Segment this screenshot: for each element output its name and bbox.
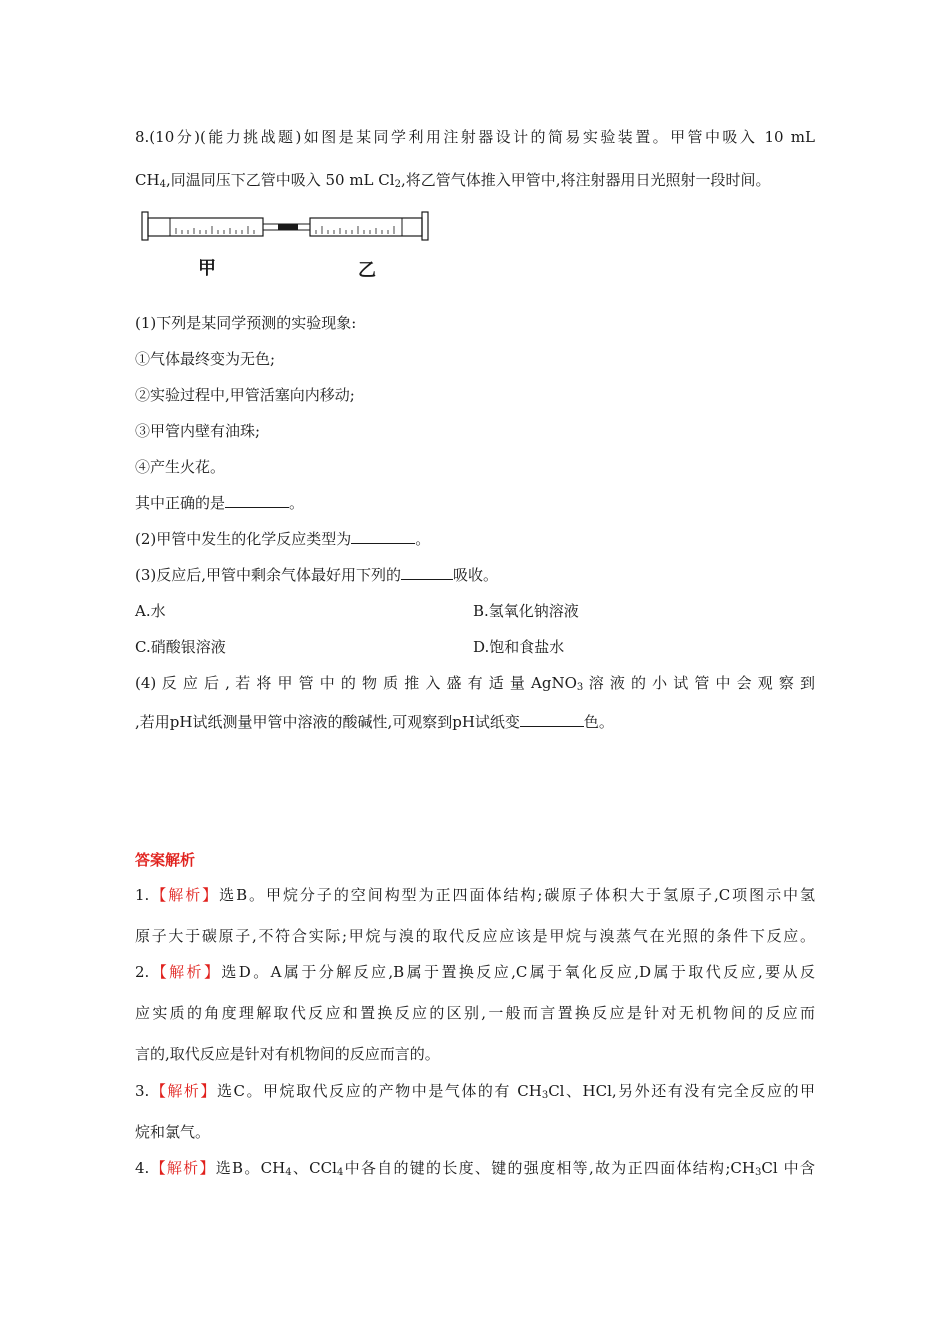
option-a: A.水 — [135, 602, 166, 620]
part-3: (3)反应后,甲管中剩余气体最好用下列的 吸收。 — [135, 566, 499, 584]
label-jia: 甲 — [198, 258, 216, 279]
question-8-line-2: $CH_4$,同温同压下乙管中吸入 50 mL $Cl_2$,将乙管气体推入甲管中,将注射器用日光照射一段时间。 — [135, 171, 771, 190]
answer-blank[interactable] — [520, 712, 584, 727]
answer-3-line-1: 3.【解析】选C。甲烷取代反应的产物中是气体的有 $CH_3Cl$、HCl,另外还有没有完全反应的甲 — [135, 1082, 815, 1101]
answer-2-line-3: 言的,取代反应是针对有机物间的反应而言的。 — [135, 1045, 440, 1063]
question-8-line-1: 8.(10分)(能力挑战题)如图是某同学利用注射器设计的简易实验装置。甲管中吸入 10 mL — [135, 128, 815, 146]
options-row-1 — [135, 601, 815, 621]
prediction-item-4: ④产生火花。 — [135, 458, 226, 476]
part-2: (2)甲管中发生的化学反应类型为 。 — [135, 530, 431, 548]
yi-scale-ticks — [316, 226, 394, 234]
answers-heading: 答案解析 — [135, 851, 196, 869]
part-4-line-1: (4) 反 应 后 , 若 将 甲 管 中 的 物 质 推 入 盛 有 适 量 AgNO$_3$ 溶 液 的 小 试 管 中 会 观 察 到 — [135, 674, 816, 693]
answer-blank[interactable] — [225, 493, 289, 508]
valve-icon — [278, 224, 298, 230]
label-yi: 乙 — [358, 260, 376, 281]
answer-2-line-2: 应实质的角度理解取代反应和置换反应的区别,一般而言置换反应是针对无机物间的反应而 — [135, 1004, 815, 1022]
answer-blank[interactable] — [351, 529, 415, 544]
part-1-intro: (1)下列是某同学预测的实验现象: — [135, 314, 357, 332]
option-b: B.氢氧化钠溶液 — [473, 602, 579, 620]
jia-scale-ticks — [176, 226, 254, 234]
answer-2-line-1: 2.【解析】选D。A属于分解反应,B属于置换反应,C属于氧化反应,D属于取代反应,要从反 — [135, 963, 815, 981]
option-c: C.硝酸银溶液 — [135, 638, 226, 656]
options-row-2 — [135, 637, 815, 657]
jia-barrel — [148, 218, 263, 236]
part-1-answer-line: 其中正确的是 。 — [135, 494, 305, 512]
answer-1-line-1: 1.【解析】选B。甲烷分子的空间构型为正四面体结构;碳原子体积大于氢原子,C项图示中氢 — [135, 886, 815, 904]
prediction-item-2: ②实验过程中,甲管活塞向内移动; — [135, 386, 355, 404]
answer-4-line-1: 4.【解析】选B。$CH_4$、CCl$_4$中各自的键的长度、键的强度相等,故为正四面体结构$;CH_3Cl$ 中含 — [135, 1159, 815, 1178]
answer-blank[interactable] — [401, 565, 453, 580]
right-flange — [422, 212, 428, 240]
answer-3-line-2: 烷和氯气。 — [135, 1123, 211, 1141]
prediction-item-1: ①气体最终变为无色; — [135, 350, 276, 368]
syringe-apparatus-figure — [140, 208, 430, 248]
part-4-line-2: ,若用pH试纸测量甲管中溶液的酸碱性,可观察到pH试纸变 色。 — [135, 713, 614, 731]
option-d: D.饱和食盐水 — [473, 638, 565, 656]
left-flange — [142, 212, 148, 240]
prediction-item-3: ③甲管内壁有油珠; — [135, 422, 261, 440]
answer-1-line-2: 原子大于碳原子,不符合实际;甲烷与溴的取代反应应该是甲烷与溴蒸气在光照的条件下反应。 — [135, 927, 815, 945]
yi-barrel — [310, 218, 422, 236]
